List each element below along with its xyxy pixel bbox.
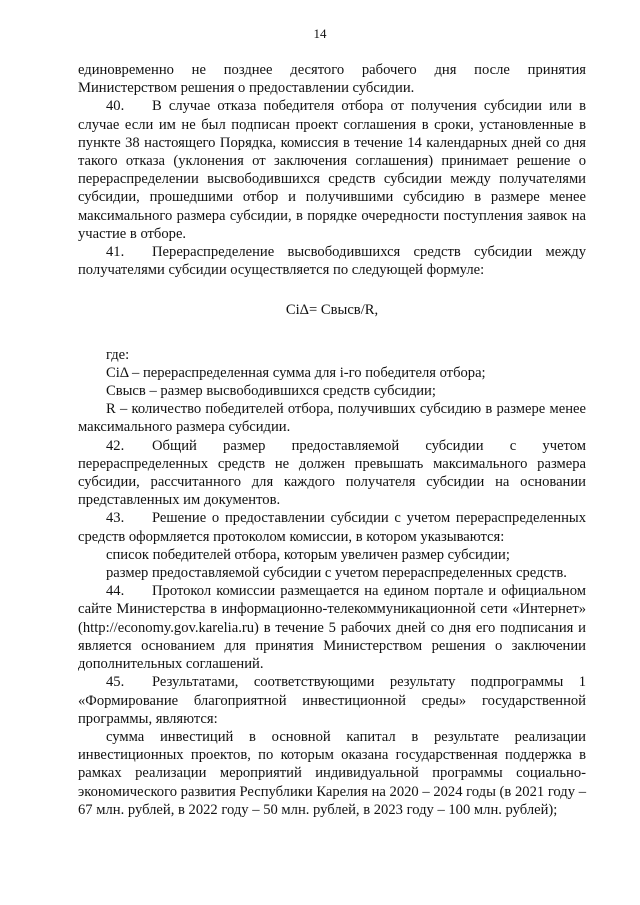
page-number: 14 — [313, 26, 327, 41]
definition-item: R – количество победителей отбора, получивших субсидию в размере менее максимального размера субсидии. — [78, 401, 586, 436]
paragraph-number: 42. — [106, 437, 125, 454]
paragraph-42 — [78, 437, 586, 510]
paragraph-43 — [78, 509, 586, 545]
paragraph-text: Решение о предоставлении субсидии с учетом перераспределенных средств оформляется протоколом комиссии, в котором указываются: — [78, 510, 586, 545]
paragraph-number: 43. — [106, 510, 125, 527]
paragraph-number: 41. — [106, 244, 125, 261]
document-body — [78, 61, 586, 819]
list-item: список победителей отбора, которым увеличен размер субсидии; — [106, 546, 510, 563]
paragraph-text: Общий размер предоставляемой субсидии с учетом перераспределенных средств не должен превышать максимального размера субсидии, рассчитанного для каждого получателя субсидии на основании представленных им документов. — [78, 437, 586, 509]
paragraph-44 — [78, 582, 586, 673]
where-label: где: — [106, 346, 130, 363]
paragraph-45 — [78, 673, 586, 728]
definition-item: Свысв – размер высвободившихся средств субсидии; — [106, 383, 436, 400]
list-item: сумма инвестиций в основной капитал в результате реализации инвестиционных проектов, по которым оказана государственная поддержка в рамках реализации мероприятий индивидуальной программы социально-экономического развития Республики Карелия на 2020 – 2024 годы (в 2021 году – 67 млн. рублей, в 2022 году – 50 млн. рублей, в 2023 году – 100 млн. рублей); — [78, 728, 586, 818]
paragraph-text: Протокол комиссии размещается на едином портале и официальном сайте Министерства в информационно-телекоммуникационной сети «Интернет» (http://economy.gov.karelia.ru) в течение 5 рабочих дней со дня его подписания и является основанием для принятия Министерством решения о заключении дополнительных соглашений. — [78, 583, 586, 673]
paragraph-text: Перераспределение высвободившихся средств субсидии между получателями субсидии осуществляется по следующей формуле: — [78, 244, 586, 279]
paragraph-text: В случае отказа победителя отбора от получения субсидии или в случае если им не был подписан проект соглашения в сроки, установленные в пункте 38 настоящего Порядка, комиссия в течение 14 календарных дней со дня такого отказа (уклонения от заключения соглашения) принимает решение о перераспределении высвободившихся средств субсидии между получателями субсидии, прошедшими отбор и получившими субсидию в размере менее максимального размера субсидии, в порядке очередности поступления заявок на участие в отборе. — [78, 98, 586, 242]
paragraph-continuation: единовременно не позднее десятого рабочего дня после принятия Министерством решения о предоставлении субсидии. — [78, 62, 586, 97]
paragraph-number: 40. — [106, 98, 125, 115]
definition-item: CiΔ – перераспределенная сумма для i-го победителя отбора; — [106, 364, 486, 381]
paragraph-40 — [78, 97, 586, 243]
paragraph-text: Результатами, соответствующими результату подпрограммы 1 «Формирование благоприятной инвестиционной среды» государственной программы, являются: — [78, 674, 586, 727]
paragraph-number: 44. — [106, 583, 125, 600]
list-item: размер предоставляемой субсидии с учетом перераспределенных средств. — [106, 565, 567, 582]
paragraph-41 — [78, 243, 586, 279]
paragraph-number: 45. — [106, 674, 125, 691]
formula: CiΔ= Свысв/R, — [285, 302, 379, 319]
